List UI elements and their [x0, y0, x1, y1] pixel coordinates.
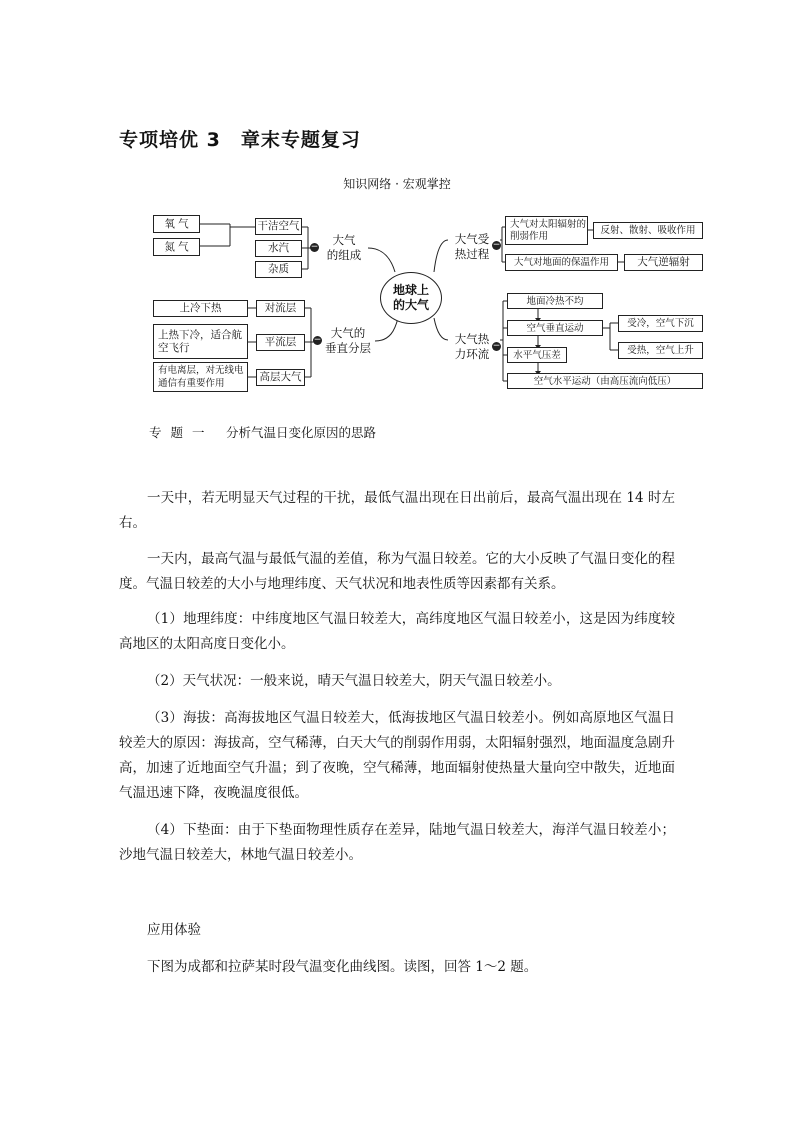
heating-item-2: 大气对地面的保温作用 [505, 254, 618, 271]
circulation-step-1: 地面冷热不均 [507, 293, 603, 309]
circulation-branch-2: 受热，空气上升 [618, 342, 703, 359]
dry-air-box: 干洁空气 [255, 218, 302, 235]
circulation-step-2: 空气垂直运动 [507, 320, 603, 336]
minus-icon: − [310, 242, 319, 252]
heating-result-1: 反射、散射、吸收作用 [593, 222, 703, 239]
circulation-branch-1: 受冷，空气下沉 [618, 315, 703, 332]
vertical-feature-1: 上冷下热 [153, 300, 248, 317]
upper-atmosphere-box: 高层大气 [256, 369, 305, 386]
circulation-step-4: 空气水平运动（由高压流向低压） [507, 373, 703, 389]
circulation-label: 大气热 力环流 [454, 332, 490, 361]
application-heading: 应用体验 [147, 922, 201, 938]
composition-label: 大气 的组成 [326, 233, 362, 262]
minus-icon: − [492, 240, 501, 250]
application-intro: 下图为成都和拉萨某时段气温变化曲线图。读图，回答 1～2 题。 [147, 959, 538, 975]
paragraph-1: 一天中，若无明显天气过程的干扰，最低气温出现在日出前后，最高气温出现在 14 时左右。 [119, 490, 675, 531]
minus-icon: − [313, 335, 322, 345]
page-title: 专项培优 3 章末专题复习 [119, 129, 361, 151]
vertical-label: 大气的 垂直分层 [325, 326, 371, 355]
paragraph-5: （3）海拔：高海拔地区气温日较差大，低海拔地区气温日较差小。例如高原地区气温日较差大的原因：海拔高，空气稀薄，白天大气的削弱作用弱，太阳辐射强烈，地面温度急剧升高，加速了近地面空气升温；到了夜晚，空气稀薄，地面辐射使热量大量向空中散失，近地面气温迅速下降，夜晚温度很低。 [119, 710, 675, 801]
center-node: 地球上 的大气 [380, 272, 442, 324]
paragraph-3: （1）地理纬度：中纬度地区气温日较差大，高纬度地区气温日较差小，这是因为纬度较高地区的太阳高度日变化小。 [119, 611, 675, 652]
nitrogen-box: 氮 气 [153, 238, 200, 256]
mindmap-connectors [0, 0, 794, 400]
vertical-feature-3: 有电离层，对无线电通信有重要作用 [153, 362, 248, 392]
heating-result-2: 大气逆辐射 [624, 254, 703, 271]
section-heading: 专题一 分析气温日变化原因的思路 [149, 425, 377, 440]
circulation-step-3: 水平气压差 [507, 347, 567, 363]
troposphere-box: 对流层 [256, 300, 305, 317]
oxygen-box: 氧 气 [153, 215, 200, 233]
heating-label: 大气受 热过程 [454, 232, 490, 261]
vertical-feature-2: 上热下冷，适合航空飞行 [153, 324, 248, 359]
paragraph-2: 一天内，最高气温与最低气温的差值，称为气温日较差。它的大小反映了气温日变化的程度。气温日较差的大小与地理纬度、天气状况和地表性质等因素都有关系。 [119, 551, 675, 592]
paragraph-6: （4）下垫面：由于下垫面物理性质存在差异，陆地气温日较差大，海洋气温日较差小；沙地气温日较差大，林地气温日较差小。 [119, 822, 675, 863]
heating-item-1: 大气对太阳辐射的削弱作用 [505, 216, 588, 245]
paragraph-4: （2）天气状况：一般来说，晴天气温日较差大，阴天气温日较差小。 [147, 673, 561, 689]
mindmap-subtitle: 知识网络 · 宏观掌控 [343, 177, 451, 191]
impurities-box: 杂质 [255, 261, 302, 278]
minus-icon: − [492, 341, 501, 351]
water-vapor-box: 水汽 [255, 240, 302, 257]
stratosphere-box: 平流层 [256, 334, 305, 351]
